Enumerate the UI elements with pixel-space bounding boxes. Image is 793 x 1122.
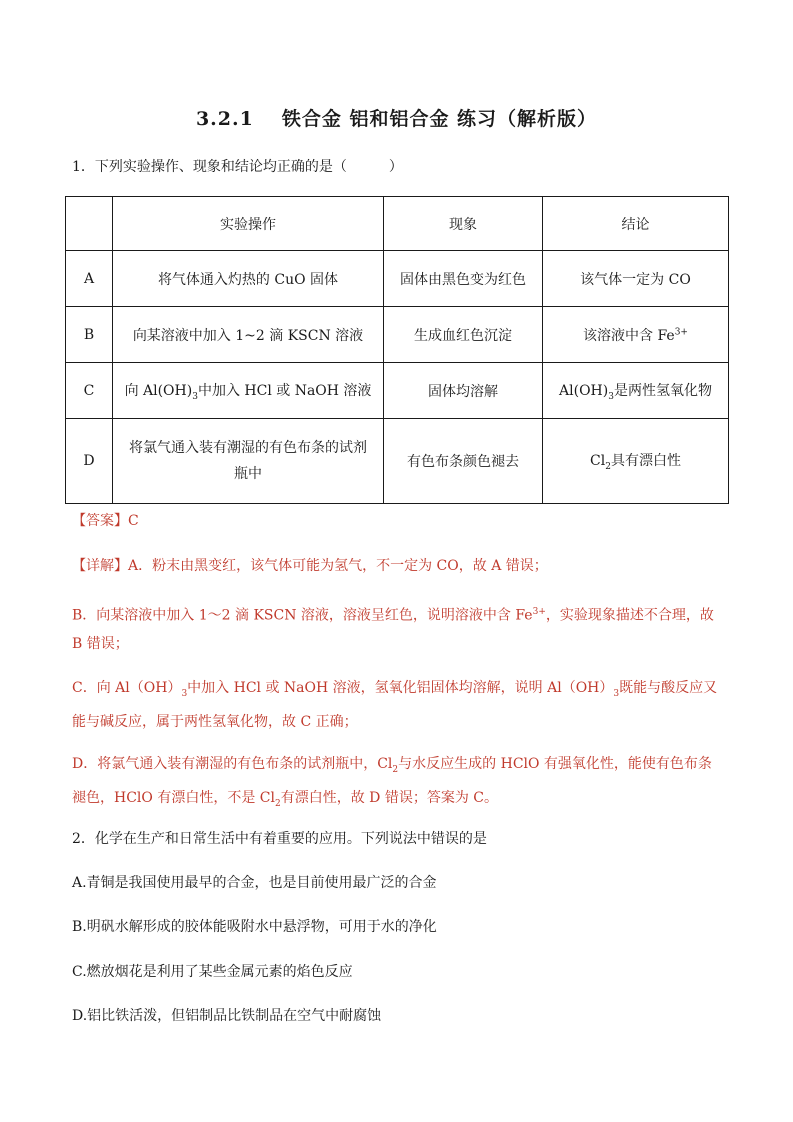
option-d: D.铝比铁活泼，但铝制品比铁制品在空气中耐腐蚀 — [72, 1008, 382, 1024]
detail-c — [72, 674, 724, 736]
conclusion-cell — [543, 419, 729, 504]
operation-cell: 将氯气通入装有潮湿的有色布条的试剂瓶中 — [113, 419, 384, 504]
conclusion-cell: 该气体一定为 CO — [543, 251, 729, 307]
subscript: 3 — [181, 688, 188, 699]
conclusion-text: Cl — [590, 453, 606, 470]
title-text: 铁合金 铝和铝合金 练习（解析版） — [281, 108, 598, 130]
conclusion-text: 具有漂白性 — [610, 453, 681, 470]
conclusion-cell — [543, 363, 729, 419]
row-label: D — [66, 419, 113, 504]
subscript: 2 — [392, 764, 399, 775]
question-2-stem: 2．化学在生产和日常生活中有着重要的应用。下列说法中错误的是 — [72, 831, 487, 847]
conclusion-cell — [543, 307, 729, 363]
phenomenon-cell: 生成血红色沉淀 — [384, 307, 543, 363]
detail-a — [72, 552, 724, 580]
detail-c-text: 中加入 HCl 或 NaOH 溶液，氢氧化铝固体均溶解，说明 Al（OH） — [187, 680, 614, 696]
option-a: A.青铜是我国使用最早的合金，也是目前使用最广泛的合金 — [72, 875, 437, 891]
row-label: B — [66, 307, 113, 363]
row-label: A — [66, 251, 113, 307]
answer-line — [72, 511, 139, 531]
table-row — [66, 363, 729, 419]
subscript: 2 — [274, 798, 281, 809]
phenomenon-cell: 固体均溶解 — [384, 363, 543, 419]
subscript: 3 — [608, 391, 614, 402]
detail-d — [72, 750, 724, 818]
header-blank — [66, 197, 113, 251]
question-1-stem: 1．下列实验操作、现象和结论均正确的是（ ） — [72, 159, 403, 175]
answer-value: C — [128, 513, 139, 529]
detail-d-text: 有漂白性，故 D 错误；答案为 C。 — [280, 789, 498, 806]
detail-a-text: A．粉末由黑变红，该气体可能为氢气，不一定为 CO，故 A 错误； — [128, 558, 548, 574]
detail-b-text: ，实验现象描述不合理，故 B 错误； — [72, 607, 714, 652]
detail-c-text: C．向 Al（OH） — [72, 680, 182, 696]
header-phenomenon: 现象 — [384, 197, 543, 251]
operation-text: 中加入 HCl 或 NaOH 溶液 — [197, 382, 372, 399]
row-label: C — [66, 363, 113, 419]
superscript: 3+ — [532, 607, 546, 617]
superscript: 3+ — [674, 326, 688, 337]
table-row — [66, 307, 729, 363]
detail-tag: 【详解】 — [72, 558, 128, 574]
detail-b-text: B．向某溶液中加入 1～2 滴 KSCN 溶液，溶液呈红色，说明溶液中含 Fe — [72, 607, 533, 624]
section-number: 3.2.1 — [195, 108, 254, 130]
subscript: 3 — [192, 391, 198, 402]
subscript: 3 — [613, 688, 620, 699]
operation-cell — [113, 363, 384, 419]
detail-c-text: 既能与酸反应又能与碱反应，属于两性氢氧化物，故 C 正确； — [72, 680, 718, 730]
table-row — [66, 419, 729, 504]
header-operation: 实验操作 — [113, 197, 384, 251]
option-b: B.明矾水解形成的胶体能吸附水中悬浮物，可用于水的净化 — [72, 919, 437, 935]
answer-tag: 【答案】 — [72, 513, 128, 529]
conclusion-text: 是两性氢氧化物 — [613, 382, 712, 399]
table-row — [66, 251, 729, 307]
conclusion-text: Al(OH) — [559, 382, 609, 399]
experiment-table — [65, 196, 729, 504]
operation-cell: 向某溶液中加入 1~2 滴 KSCN 溶液 — [113, 307, 384, 363]
header-conclusion: 结论 — [543, 197, 729, 251]
operation-text: 向 Al(OH) — [124, 382, 193, 399]
detail-d-text: 与水反应生成的 HClO 有强氧化性，能使有色布条褪色，HClO 有漂白性，不是 Cl — [72, 756, 712, 806]
table-header-row — [66, 197, 729, 251]
conclusion-text: 该溶液中含 Fe — [583, 327, 675, 344]
phenomenon-cell: 有色布条颜色褪去 — [384, 419, 543, 504]
subscript: 2 — [605, 461, 611, 472]
option-c: C.燃放烟花是利用了某些金属元素的焰色反应 — [72, 964, 353, 980]
operation-cell: 将气体通入灼热的 CuO 固体 — [113, 251, 384, 307]
page-title — [0, 104, 793, 131]
detail-d-text: D．将氯气通入装有潮湿的有色布条的试剂瓶中，Cl — [72, 756, 393, 772]
phenomenon-cell: 固体由黑色变为红色 — [384, 251, 543, 307]
detail-b — [72, 598, 724, 658]
